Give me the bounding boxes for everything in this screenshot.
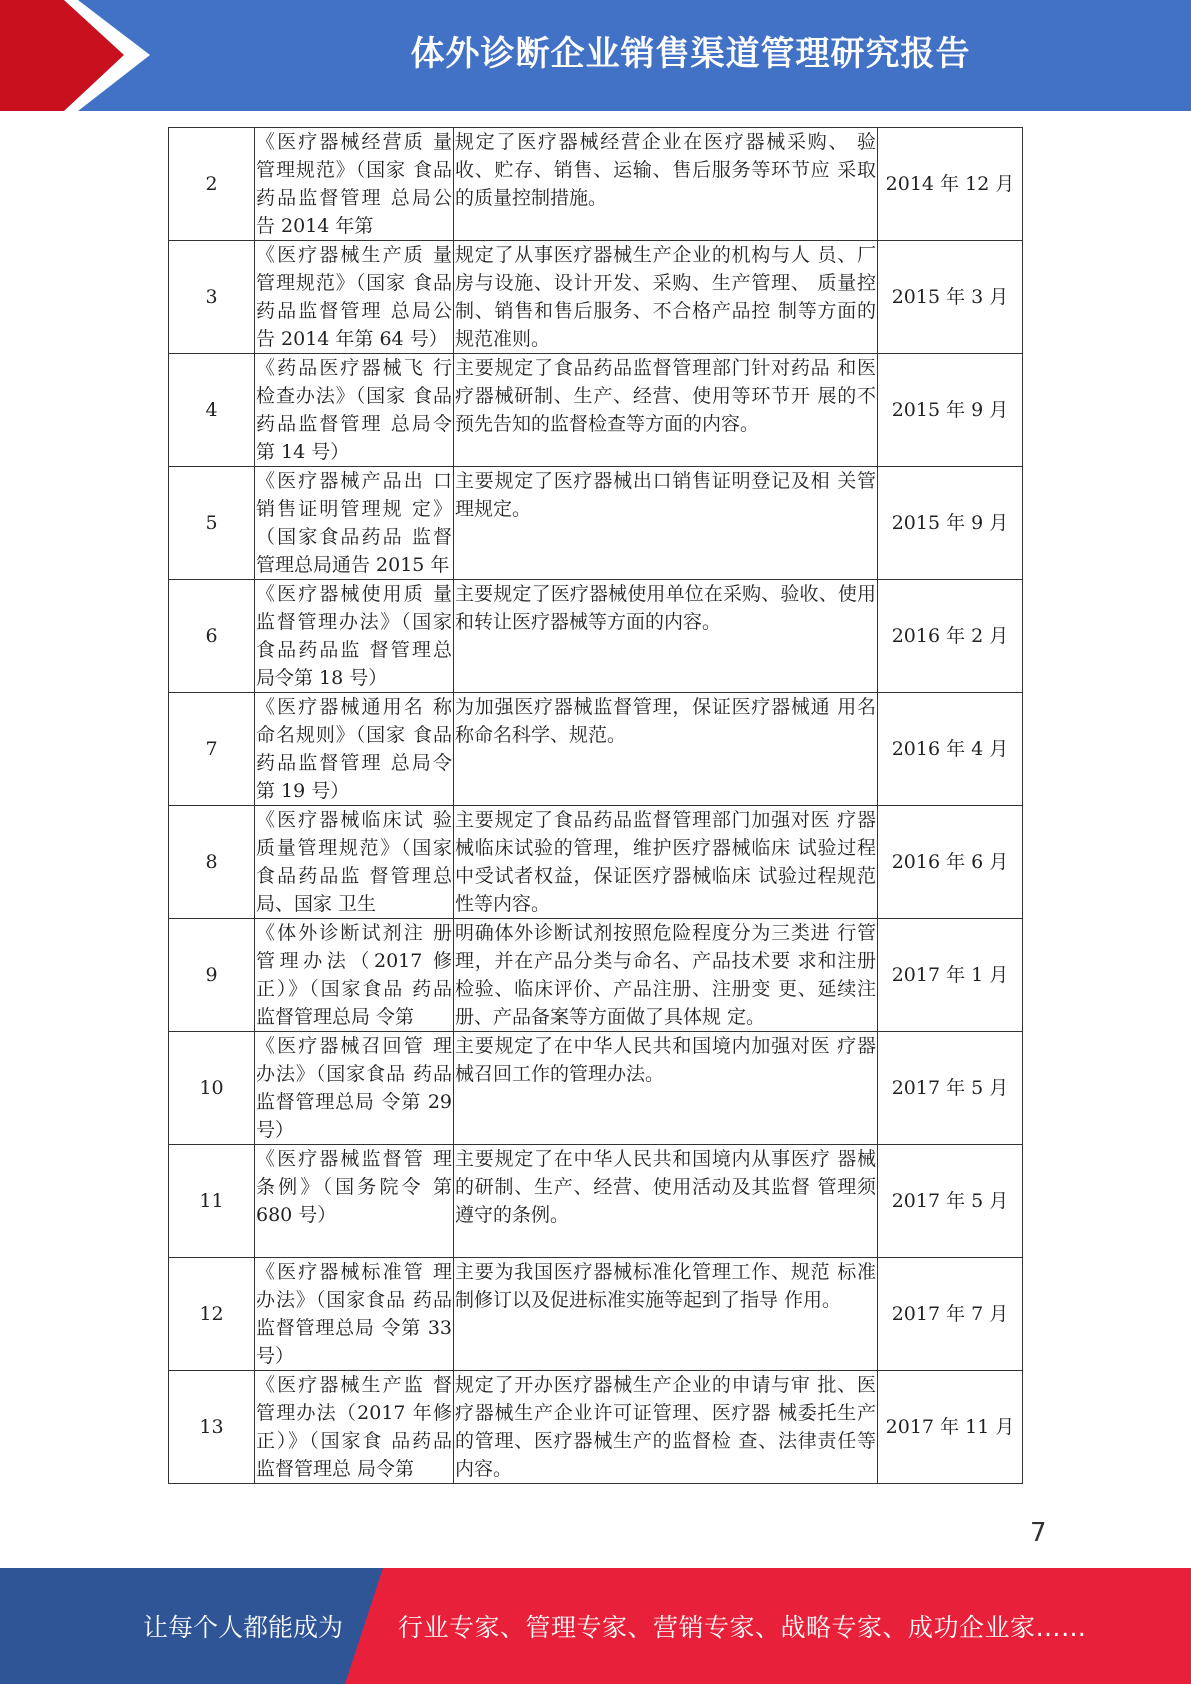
row-number: 4 [169, 354, 255, 467]
regulations-table-body [169, 128, 1023, 1484]
effective-date: 2016 年 2 月 [878, 580, 1023, 693]
table-row [169, 806, 1023, 919]
regulation-name: 《药品医疗器械飞 行检查办法》（国家 食品药品监督管理 总局令第 14 号） [255, 354, 454, 467]
table-row [169, 467, 1023, 580]
row-number: 13 [169, 1371, 255, 1484]
table-row [169, 354, 1023, 467]
regulation-content: 主要规定了在中华人民共和国境内从事医疗 器械的研制、生产、经营、使用活动及其监督 管理须遵守的条例。 [454, 1145, 878, 1258]
row-number: 5 [169, 467, 255, 580]
regulation-name: 《医疗器械生产监 督管理办法（2017 年修正）》（国家食 品药品监督管理总 局令第 [255, 1371, 454, 1484]
page-number: 7 [1030, 1518, 1047, 1548]
regulation-name: 《体外诊断试剂注 册管理办法（2017 修正）》（国家食品 药品监督管理总局 令第 [255, 919, 454, 1032]
footer-slogan-left: 让每个人都能成为 [143, 1613, 344, 1642]
regulation-content: 为加强医疗器械监督管理，保证医疗器械通 用名称命名科学、规范。 [454, 693, 878, 806]
red-chevron-decoration [0, 0, 160, 111]
page-footer [0, 1568, 1191, 1684]
row-number: 6 [169, 580, 255, 693]
table-row [169, 1145, 1023, 1258]
effective-date: 2016 年 6 月 [878, 806, 1023, 919]
regulation-name: 《医疗器械通用名 称命名规则》（国家 食品药品监督管理 总局令第 19 号） [255, 693, 454, 806]
row-number: 3 [169, 241, 255, 354]
regulation-content: 主要规定了医疗器械使用单位在采购、验收、使用和转让医疗器械等方面的内容。 [454, 580, 878, 693]
effective-date: 2015 年 9 月 [878, 354, 1023, 467]
table-row [169, 1371, 1023, 1484]
regulation-name: 《医疗器械生产质 量管理规范》（国家 食品药品监督管理 总局公告 2014 年第 64 号） [255, 241, 454, 354]
regulation-content: 规定了医疗器械经营企业在医疗器械采购、 验收、贮存、销售、运输、售后服务等环节应 采取的质量控制措施。 [454, 128, 878, 241]
regulation-name: 《医疗器械标准管 理办法》（国家食品 药品监督管理总局 令第 33 号） [255, 1258, 454, 1371]
effective-date: 2017 年 1 月 [878, 919, 1023, 1032]
regulation-name: 《医疗器械召回管 理办法》（国家食品 药品监督管理总局 令第 29 号） [255, 1032, 454, 1145]
table-row [169, 580, 1023, 693]
effective-date: 2014 年 12 月 [878, 128, 1023, 241]
table-row [169, 693, 1023, 806]
row-number: 2 [169, 128, 255, 241]
table-row [169, 1258, 1023, 1371]
regulation-content: 主要规定了在中华人民共和国境内加强对医 疗器械召回工作的管理办法。 [454, 1032, 878, 1145]
table-row [169, 1032, 1023, 1145]
regulation-name: 《医疗器械使用质 量监督管理办法》（国家食品药品监 督管理总局令第 18 号） [255, 580, 454, 693]
effective-date: 2017 年 11 月 [878, 1371, 1023, 1484]
regulation-name: 《医疗器械经营质 量管理规范》（国家 食品药品监督管理 总局公告 2014 年第 [255, 128, 454, 241]
regulation-content: 规定了开办医疗器械生产企业的申请与审 批、医疗器械生产企业许可证管理、医疗器 械委托生产的管理、医疗器械生产的监督检 查、法律责任等内容。 [454, 1371, 878, 1484]
regulation-name: 《医疗器械产品出 口销售证明管理规 定》（国家食品药品 监督管理总局通告 2015 年 [255, 467, 454, 580]
regulation-content: 主要规定了医疗器械出口销售证明登记及相 关管理规定。 [454, 467, 878, 580]
effective-date: 2015 年 9 月 [878, 467, 1023, 580]
regulation-content: 主要规定了食品药品监督管理部门针对药品 和医疗器械研制、生产、经营、使用等环节开 展的不预先告知的监督检查等方面的内容。 [454, 354, 878, 467]
page-header [0, 0, 1191, 111]
table-row [169, 919, 1023, 1032]
regulation-content: 主要规定了食品药品监督管理部门加强对医 疗器械临床试验的管理，维护医疗器械临床 试验过程中受试者权益，保证医疗器械临床 试验过程规范性等内容。 [454, 806, 878, 919]
row-number: 8 [169, 806, 255, 919]
row-number: 7 [169, 693, 255, 806]
footer-slogan-right: 行业专家、管理专家、营销专家、战略专家、成功企业家…… [398, 1613, 1087, 1642]
effective-date: 2017 年 5 月 [878, 1032, 1023, 1145]
effective-date: 2016 年 4 月 [878, 693, 1023, 806]
effective-date: 2017 年 7 月 [878, 1258, 1023, 1371]
regulation-content: 主要为我国医疗器械标准化管理工作、规范 标准制修订以及促进标准实施等起到了指导 作用。 [454, 1258, 878, 1371]
regulation-name: 《医疗器械监督管 理条例》（国务院令 第 680 号） [255, 1145, 454, 1258]
table-row [169, 128, 1023, 241]
regulation-content: 明确体外诊断试剂按照危险程度分为三类进 行管理，并在产品分类与命名、产品技术要 求和注册检验、临床评价、产品注册、注册变 更、延续注册、产品备案等方面做了具体规 定。 [454, 919, 878, 1032]
effective-date: 2017 年 5 月 [878, 1145, 1023, 1258]
regulation-name: 《医疗器械临床试 验质量管理规范》（国家食品药品监 督管理总局、国家 卫生 [255, 806, 454, 919]
regulations-table [168, 127, 1023, 1484]
effective-date: 2015 年 3 月 [878, 241, 1023, 354]
row-number: 10 [169, 1032, 255, 1145]
table-row [169, 241, 1023, 354]
regulation-content: 规定了从事医疗器械生产企业的机构与人 员、厂房与设施、设计开发、采购、生产管理、 质量控制、销售和售后服务、不合格产品控 制等方面的规范准则。 [454, 241, 878, 354]
row-number: 12 [169, 1258, 255, 1371]
row-number: 9 [169, 919, 255, 1032]
report-title: 体外诊断企业销售渠道管理研究报告 [410, 34, 971, 74]
row-number: 11 [169, 1145, 255, 1258]
